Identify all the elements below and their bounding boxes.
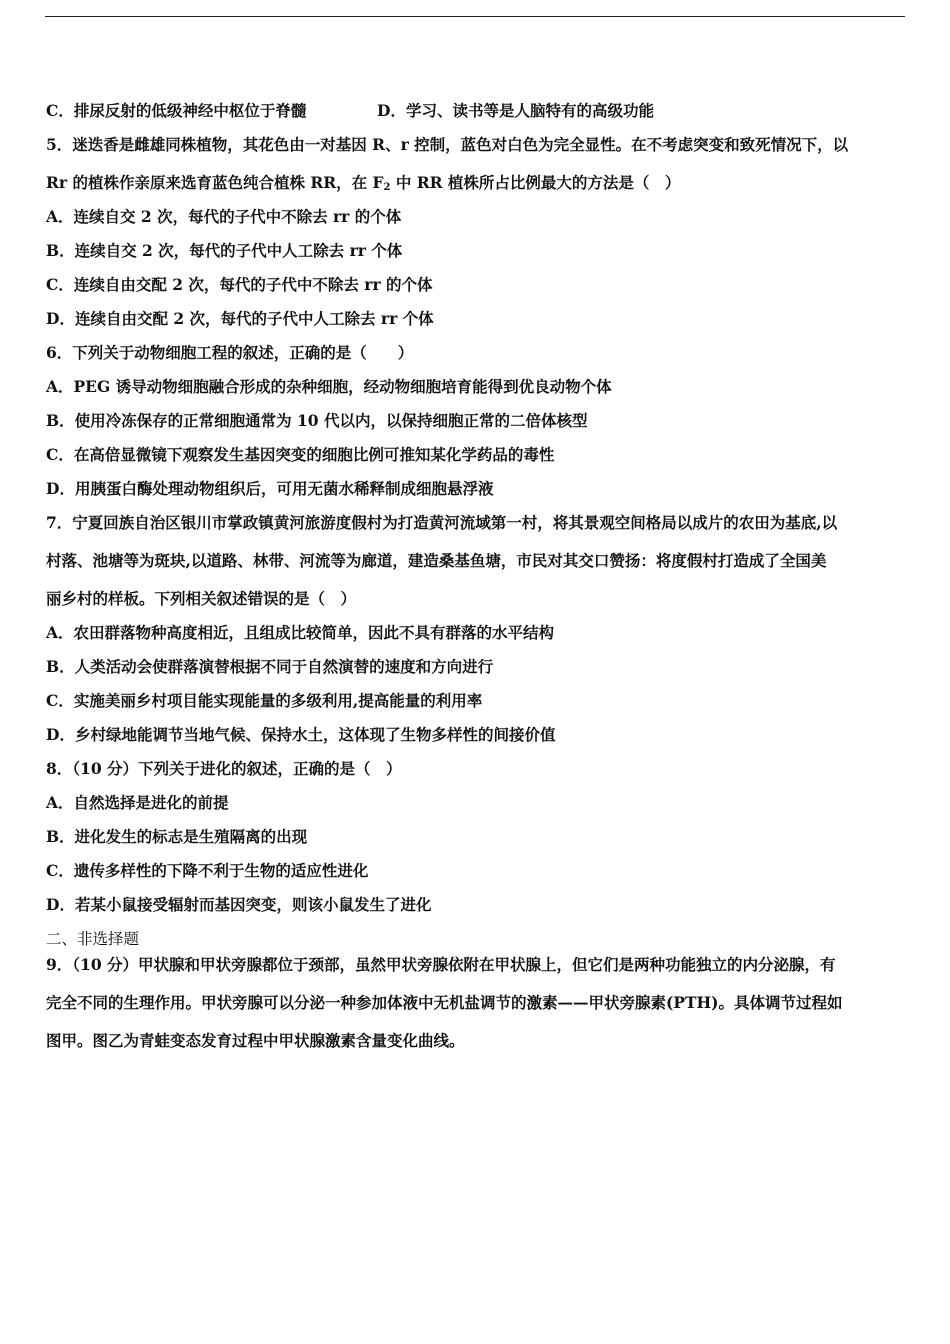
q8-option-d: D．若某小鼠接受辐射而基因突变，则该小鼠发生了进化 [46, 895, 432, 914]
q7-option-c: C．实施美丽乡村项目能实现能量的多级利用,提高能量的利用率 [46, 691, 483, 710]
q5-option-c: C．连续自由交配 2 次，每代的子代中不除去 rr 的个体 [46, 275, 433, 294]
q6-stem: 6．下列关于动物细胞工程的叙述，正确的是（ ） [46, 343, 414, 362]
section-heading-non-choice: 二、非选择题 [46, 930, 140, 948]
q8-stem: 8．（10 分）下列关于进化的叙述，正确的是（ ） [46, 759, 402, 778]
q5-option-a: A．连续自交 2 次，每代的子代中不除去 rr 的个体 [46, 207, 402, 226]
q7-option-d: D．乡村绿地能调节当地气候、保持水土，这体现了生物多样性的间接价值 [46, 725, 556, 744]
q5-stem-line2-part2: 中 RR 植株所占比例最大的方法是（ ） [390, 173, 681, 192]
q9-stem-line1: 9．（10 分）甲状腺和甲状旁腺都位于颈部，虽然甲状旁腺依附在甲状腺上，但它们是两种功能独立的内分泌腺，有 [46, 955, 836, 974]
q5-option-b: B．连续自交 2 次，每代的子代中人工除去 rr 个体 [46, 241, 403, 260]
q5-option-d: D．连续自由交配 2 次，每代的子代中人工除去 rr 个体 [46, 309, 434, 328]
q7-stem-line2: 村落、池塘等为斑块,以道路、林带、河流等为廊道，建造桑基鱼塘，市民对其交口赞扬：将度假村打造成了全国美 [46, 551, 827, 570]
q6-option-b: B．使用冷冻保存的正常细胞通常为 10 代以内，以保持细胞正常的二倍体核型 [46, 411, 588, 430]
q8-option-c: C．遗传多样性的下降不利于生物的适应性进化 [46, 861, 369, 880]
q7-option-a: A．农田群落物种高度相近，且组成比较简单，因此不具有群落的水平结构 [46, 623, 555, 642]
q4-option-d: D．学习、读书等是人脑特有的高级功能 [377, 101, 654, 120]
header-rule [45, 16, 905, 17]
q6-option-a: A．PEG 诱导动物细胞融合形成的杂种细胞，经动物细胞培育能得到优良动物个体 [46, 377, 612, 396]
q6-option-c: C．在高倍显微镜下观察发生基因突变的细胞比例可推知某化学药品的毒性 [46, 445, 555, 464]
q5-stem-line1: 5．迷迭香是雌雄同株植物，其花色由一对基因 R、r 控制，蓝色对白色为完全显性。在不考虑突变和致死情况下，以 [46, 135, 849, 154]
q5-generation-subscript: 2 [383, 182, 391, 193]
q5-stem-line2 [46, 173, 680, 198]
q7-stem-line3: 丽乡村的样板。下列相关叙述错误的是（ ） [46, 589, 357, 608]
q5-stem-line2-part1: Rr 的植株作亲原来选育蓝色纯合植株 RR，在 F [46, 173, 384, 192]
q9-stem-line3: 图甲。图乙为青蛙变态发育过程中甲状腺激素含量变化曲线。 [46, 1031, 465, 1050]
q8-option-a: A．自然选择是进化的前提 [46, 793, 229, 812]
q7-stem-line1: 7．宁夏回族自治区银川市掌政镇黄河旅游度假村为打造黄河流域第一村，将其景观空间格局以成片的农田为基底,以 [46, 513, 838, 532]
q6-option-d: D．用胰蛋白酶处理动物组织后，可用无菌水稀释制成细胞悬浮液 [46, 479, 494, 498]
q7-option-b: B．人类活动会使群落演替根据不同于自然演替的速度和方向进行 [46, 657, 494, 676]
q4-option-c: C．排尿反射的低级神经中枢位于脊髓 [46, 101, 307, 120]
q8-option-b: B．进化发生的标志是生殖隔离的出现 [46, 827, 308, 846]
q9-stem-line2: 完全不同的生理作用。甲状旁腺可以分泌一种参加体液中无机盐调节的激素——甲状旁腺素(PTH)。具体调节过程如 [46, 993, 843, 1012]
